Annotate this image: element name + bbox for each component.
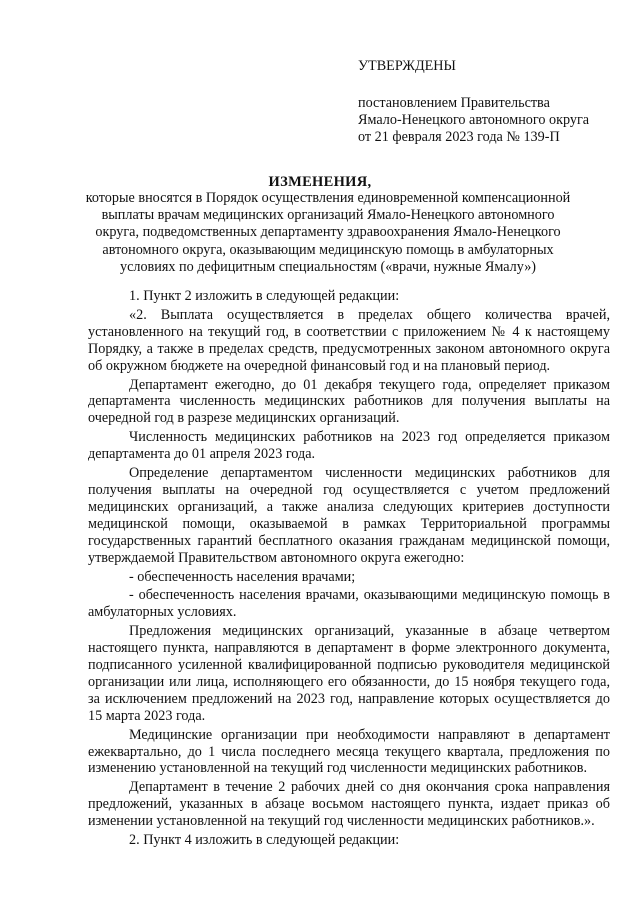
paragraph: Департамент ежегодно, до 01 декабря текущего года, определяет приказом департамента численность медицинских работников для получения выплаты на очередной год в разрезе медицинских организаций. [88, 376, 610, 427]
approval-heading: УТВЕРЖДЕНЫ [358, 58, 456, 74]
paragraph: Определение департаментом численности медицинских работников для получения выплаты на очередной год осуществляется с учетом предложений медицинских организаций, а также анализа следующих критериев доступности медицинской помощи, оказываемой в рамках Территориальной программы государственных гарантий бесплатного оказания гражданам медицинской помощи, утверждаемой Правительством автономного округа ежегодно: [88, 465, 610, 566]
paragraph: 2. Пункт 4 изложить в следующей редакции: [129, 832, 400, 849]
document-body [88, 288, 610, 851]
paragraph: Медицинские организации при необходимости направляют в департамент ежеквартально, до 1 числа последнего месяца текущего квартала, предложения по изменению установленной на текущий год численности медицинских работников. [88, 726, 610, 777]
paragraph: Численность медицинских работников на 2023 год определяется приказом департамента до 01 апреля 2023 года. [88, 429, 610, 463]
approval-block [358, 58, 628, 146]
paragraph: Департамент в течение 2 рабочих дней со дня окончания срока направления предложений, указанных в абзаце восьмом настоящего пункта, издает приказ об изменении установленной на текущий год численности медицинских работников.». [88, 779, 610, 830]
approval-line: Ямало-Ненецкого автономного округа [358, 112, 590, 128]
paragraph: 1. Пункт 2 изложить в следующей редакции: [129, 288, 400, 304]
paragraph: Предложения медицинских организаций, указанные в абзаце четвертом настоящего пункта, направляются в департамент в форме электронного документа, подписанного усиленной квалифицированной подписью руководителя медицинской организации или лица, исполняющего его обязанности, до 15 ноября текущего года, за исключением предложений на 2023 год, направление которых осуществляется до 15 марта 2023 года. [88, 623, 610, 724]
document-title: ИЗМЕНЕНИЯ, [268, 174, 372, 190]
document-subtitle: которые вносятся в Порядок осуществления единовременной компенсационной выплаты врачам медицинских организаций Ямало-Ненецкого автономного округа, подведомственных департаменту здравоохранения Ямало-Ненецкого автономного округа, оказывающим медицинскую помощь в амбулаторных условиях по дефицитным специальностям («врачи, нужные Ямалу») [85, 190, 571, 275]
paragraph: «2. Выплата осуществляется в пределах общего количества врачей, установленного на текущий год, в соответствии с приложением № 4 к настоящему Порядку, а также в пределах средств, предусмотренных законом автономного округа об окружном бюджете на очередной финансовый год и на плановый период. [88, 306, 610, 374]
approval-line: постановлением Правительства [358, 95, 550, 111]
approval-line: от 21 февраля 2023 года № 139-П [358, 129, 560, 145]
list-item: - обеспеченность населения врачами; [129, 568, 356, 585]
list-item: - обеспеченность населения врачами, оказывающими медицинскую помощь в амбулаторных условиях. [88, 587, 610, 621]
